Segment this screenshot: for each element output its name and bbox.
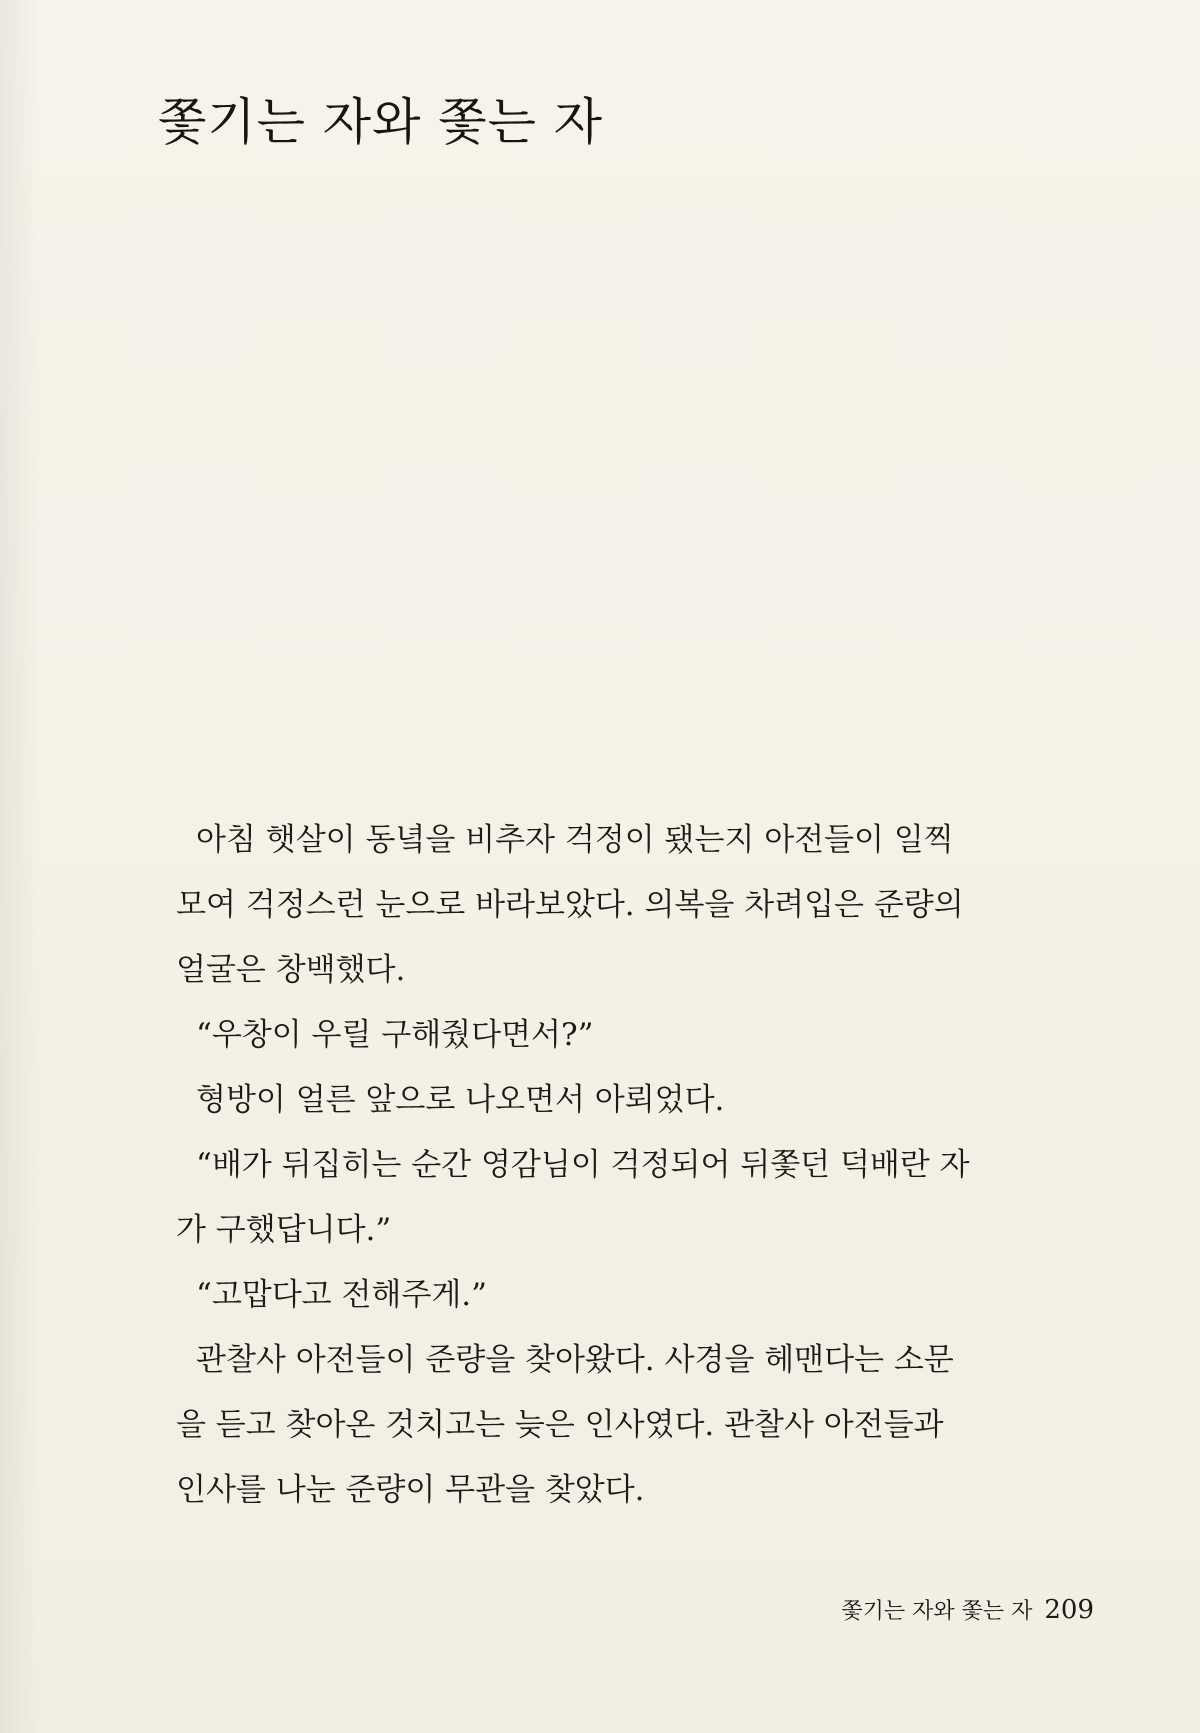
text-line: 관찰사 아전들이 준량을 찾아왔다. 사경을 헤맨다는 소문: [196, 1342, 954, 1378]
page-footer: [841, 1594, 1094, 1625]
running-head: 쫓기는 자와 쫓는 자: [841, 1599, 1033, 1624]
body-text: [176, 808, 1086, 1523]
text-line: “우창이 우릴 구해줬다면서?”: [196, 1017, 594, 1053]
text-line: 아침 햇살이 동녘을 비추자 걱정이 됐는지 아전들이 일찍: [196, 822, 954, 858]
text-line: 을 듣고 찾아온 것치고는 늦은 인사였다. 관찰사 아전들과: [176, 1407, 944, 1443]
text-line: “고맙다고 전해주게.”: [196, 1277, 487, 1313]
text-line: 인사를 나눈 준량이 무관을 찾았다.: [176, 1472, 645, 1508]
text-line: 모여 걱정스런 눈으로 바라보았다. 의복을 차려입은 준량의: [176, 887, 964, 923]
text-line: 얼굴은 창백했다.: [176, 952, 406, 988]
text-line: 가 구했답니다.”: [176, 1212, 392, 1248]
page-number: 209: [1044, 1595, 1094, 1625]
chapter-title: 쫓기는 자와 쫓는 자: [158, 93, 604, 151]
text-line: “배가 뒤집히는 순간 영감님이 걱정되어 뒤쫓던 덕배란 자: [196, 1147, 970, 1183]
text-line: 형방이 얼른 앞으로 나오면서 아뢰었다.: [196, 1082, 725, 1118]
